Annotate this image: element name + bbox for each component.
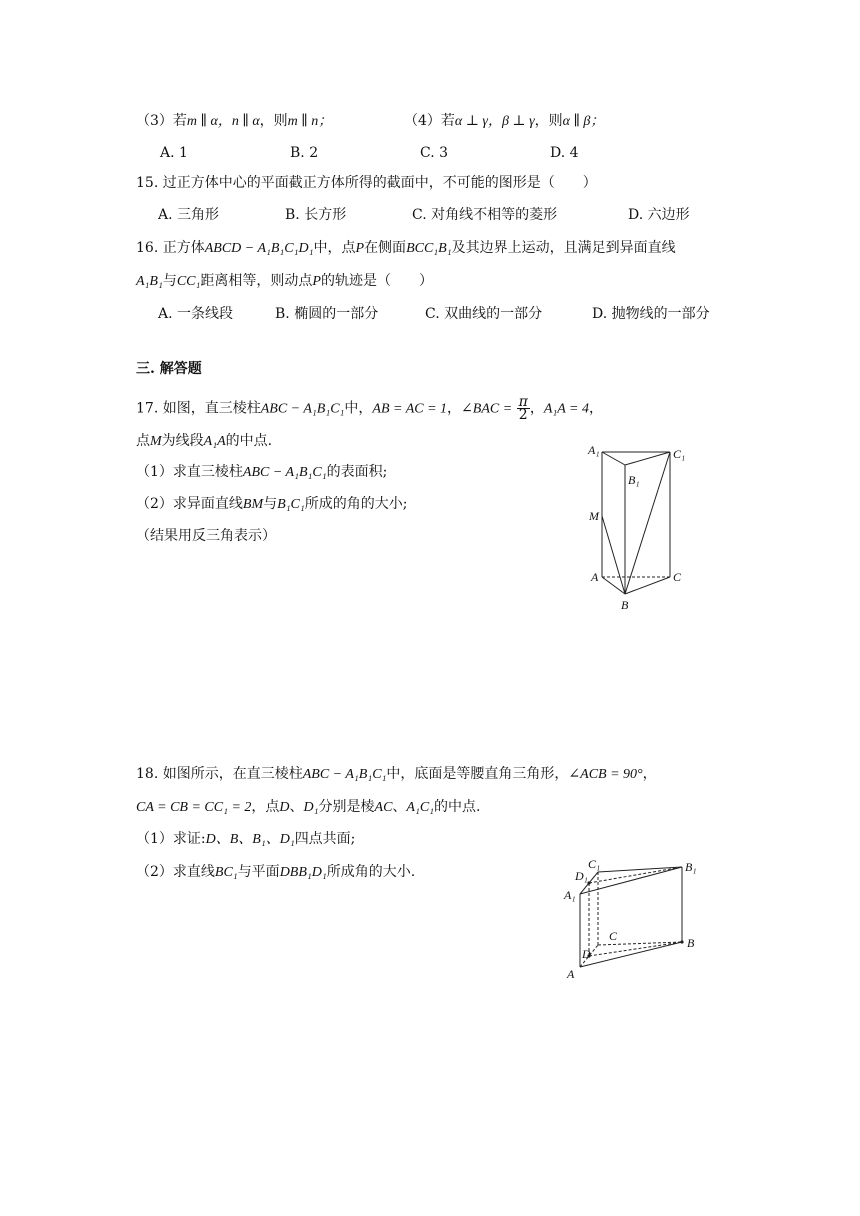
point-b: [680, 940, 683, 943]
q15-choice-d: D. 六边形: [628, 207, 690, 223]
label-a1: A₁: [564, 888, 576, 902]
q14-item3: （3）若m ∥ α，n ∥ α，则m ∥ n；: [136, 113, 333, 129]
q16-choice-c: C. 双曲线的一部分: [425, 306, 543, 322]
label-c: C: [609, 929, 618, 943]
q17-part1: （1）求直三棱柱ABC − A₁B₁C₁的表面积;: [136, 464, 388, 480]
q18-line2: CA = CB = CC₁ = 2，点D、D₁分别是棱AC、A₁C₁的中点.: [136, 799, 481, 815]
label-a: A: [567, 967, 575, 981]
q18-part1: （1）求证:D、B、B₁、D₁四点共面;: [136, 831, 356, 847]
q16-line1: 16. 正方体ABCD − A₁B₁C₁D₁中，点P在侧面BCC₁B₁及其边界上运动，且满足到异面直线: [136, 240, 676, 256]
q16-line2: A₁B₁与CC₁距离相等，则动点P的轨迹是（ ）: [136, 273, 433, 289]
edge-b1c1: [625, 452, 670, 465]
label-m: M: [589, 509, 599, 523]
q15-choice-c: C. 对角线不相等的菱形: [412, 207, 558, 223]
label-a: A: [591, 570, 599, 584]
label-d1: D₁: [575, 869, 588, 883]
segment-mb: [602, 516, 625, 594]
label-a1: A₁: [588, 443, 600, 457]
q14-choice-c: C. 3: [420, 145, 449, 161]
section-title: 三. 解答题: [136, 361, 202, 377]
q18-part2: （2）求直线BC₁与平面DBB₁D₁所成角的大小.: [136, 864, 416, 880]
point-d1: [587, 881, 590, 884]
edge-bc: [625, 577, 670, 594]
q17-note: （结果用反三角表示）: [136, 528, 276, 544]
q16-choice-d: D. 抛物线的一部分: [592, 306, 710, 322]
label-b: B: [687, 936, 695, 950]
q17-line2: 点M为线段A₁A的中点.: [136, 433, 273, 449]
edge-ab: [580, 942, 682, 967]
q17-line1: 17. 如图，直三棱柱ABC − A₁B₁C₁中，AB = AC = 1，∠BAC = $\frac{\pi}{2}$ ，A₁A = 4，: [136, 394, 603, 423]
q18-line1: 18. 如图所示，在直三棱柱ABC − A₁B₁C₁中，底面是等腰直角三角形，∠ACB = 90°，: [136, 766, 657, 782]
label-d: D: [582, 947, 591, 961]
q14-choice-b: B. 2: [290, 145, 319, 161]
label-b: B: [621, 598, 629, 612]
q17-part2: （2）求异面直线BM与B₁C₁所成的角的大小;: [136, 496, 408, 512]
label-c: C: [673, 570, 682, 584]
label-c1: C₁: [673, 447, 686, 461]
label-c1: C₁: [588, 857, 601, 871]
q15-choice-b: B. 长方形: [285, 207, 347, 223]
q14-choice-a: A. 1: [160, 145, 188, 161]
edge-a1b1: [602, 452, 625, 465]
q15-stem: 15. 过正方体中心的平面截正方体所得的截面中，不可能的图形是（ ）: [136, 175, 597, 191]
edge-ab: [602, 577, 625, 594]
q16-choice-b: B. 椭圆的一部分: [275, 306, 379, 322]
q15-choice-a: A. 三角形: [158, 207, 220, 223]
q14-choice-d: D. 4: [550, 145, 579, 161]
pi-over-2-fraction: $\frac{\pi}{2}$: [518, 394, 528, 423]
label-b1: B₁: [685, 860, 697, 874]
q17-prism-figure: [580, 440, 700, 620]
label-b1: B₁: [628, 473, 640, 487]
q14-item4: （4）若α ⊥ γ，β ⊥ γ，则α ∥ β；: [404, 113, 605, 129]
q16-choice-a: A. 一条线段: [158, 306, 234, 322]
q18-prism-figure: [555, 850, 715, 990]
edge-a1b1: [580, 867, 682, 894]
